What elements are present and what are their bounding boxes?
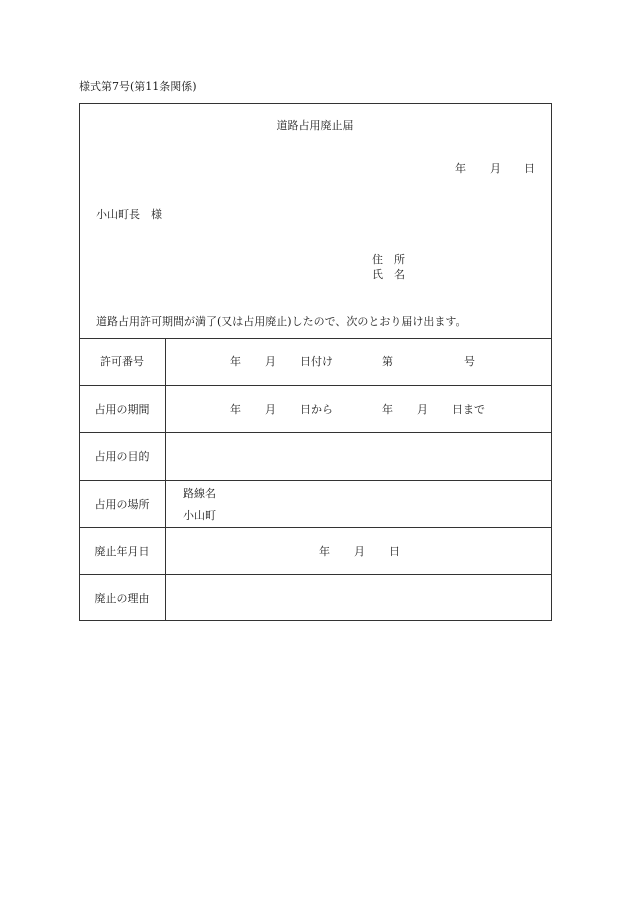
abolition-year: 年 — [319, 545, 330, 558]
row-label-reason: 廃止の理由 — [94, 592, 150, 605]
table-top-divider — [79, 338, 552, 339]
town-label: 小山町 — [183, 509, 216, 522]
abolition-day: 日 — [389, 545, 400, 558]
row-label-purpose: 占用の目的 — [94, 450, 150, 463]
permit-month: 月 — [265, 355, 276, 368]
row-divider — [79, 480, 552, 481]
permit-year: 年 — [230, 355, 241, 368]
header-date-month: 月 — [490, 162, 501, 175]
header-date-year: 年 — [455, 162, 466, 175]
row-label-location: 占用の場所 — [94, 498, 150, 511]
address-label: 住 所 — [372, 253, 405, 266]
row-divider — [79, 574, 552, 575]
document-title: 道路占用廃止届 — [276, 119, 354, 132]
form-number-label: 様式第7号(第11条関係) — [79, 80, 197, 93]
row-divider — [79, 432, 552, 433]
row-label-period: 占用の期間 — [94, 403, 150, 416]
header-date-day: 日 — [524, 162, 535, 175]
period-to-day: 日まで — [452, 403, 485, 416]
period-from-month: 月 — [265, 403, 276, 416]
addressee: 小山町長 様 — [96, 208, 162, 221]
permit-day: 日付け — [300, 355, 333, 368]
period-to-month: 月 — [417, 403, 428, 416]
period-from-day: 日から — [300, 403, 333, 416]
period-from-year: 年 — [230, 403, 241, 416]
row-label-abolition-date: 廃止年月日 — [94, 545, 150, 558]
row-label-permit-number: 許可番号 — [100, 355, 144, 368]
abolition-month: 月 — [354, 545, 365, 558]
row-divider — [79, 385, 552, 386]
row-divider — [79, 527, 552, 528]
statement-text: 道路占用許可期間が満了(又は占用廃止)したので、次のとおり届け出ます。 — [96, 315, 467, 328]
column-divider — [165, 338, 166, 621]
period-to-year: 年 — [382, 403, 393, 416]
name-label: 氏 名 — [372, 268, 405, 281]
permit-dai: 第 — [382, 355, 393, 368]
route-name-label: 路線名 — [183, 487, 216, 500]
permit-go: 号 — [464, 355, 475, 368]
